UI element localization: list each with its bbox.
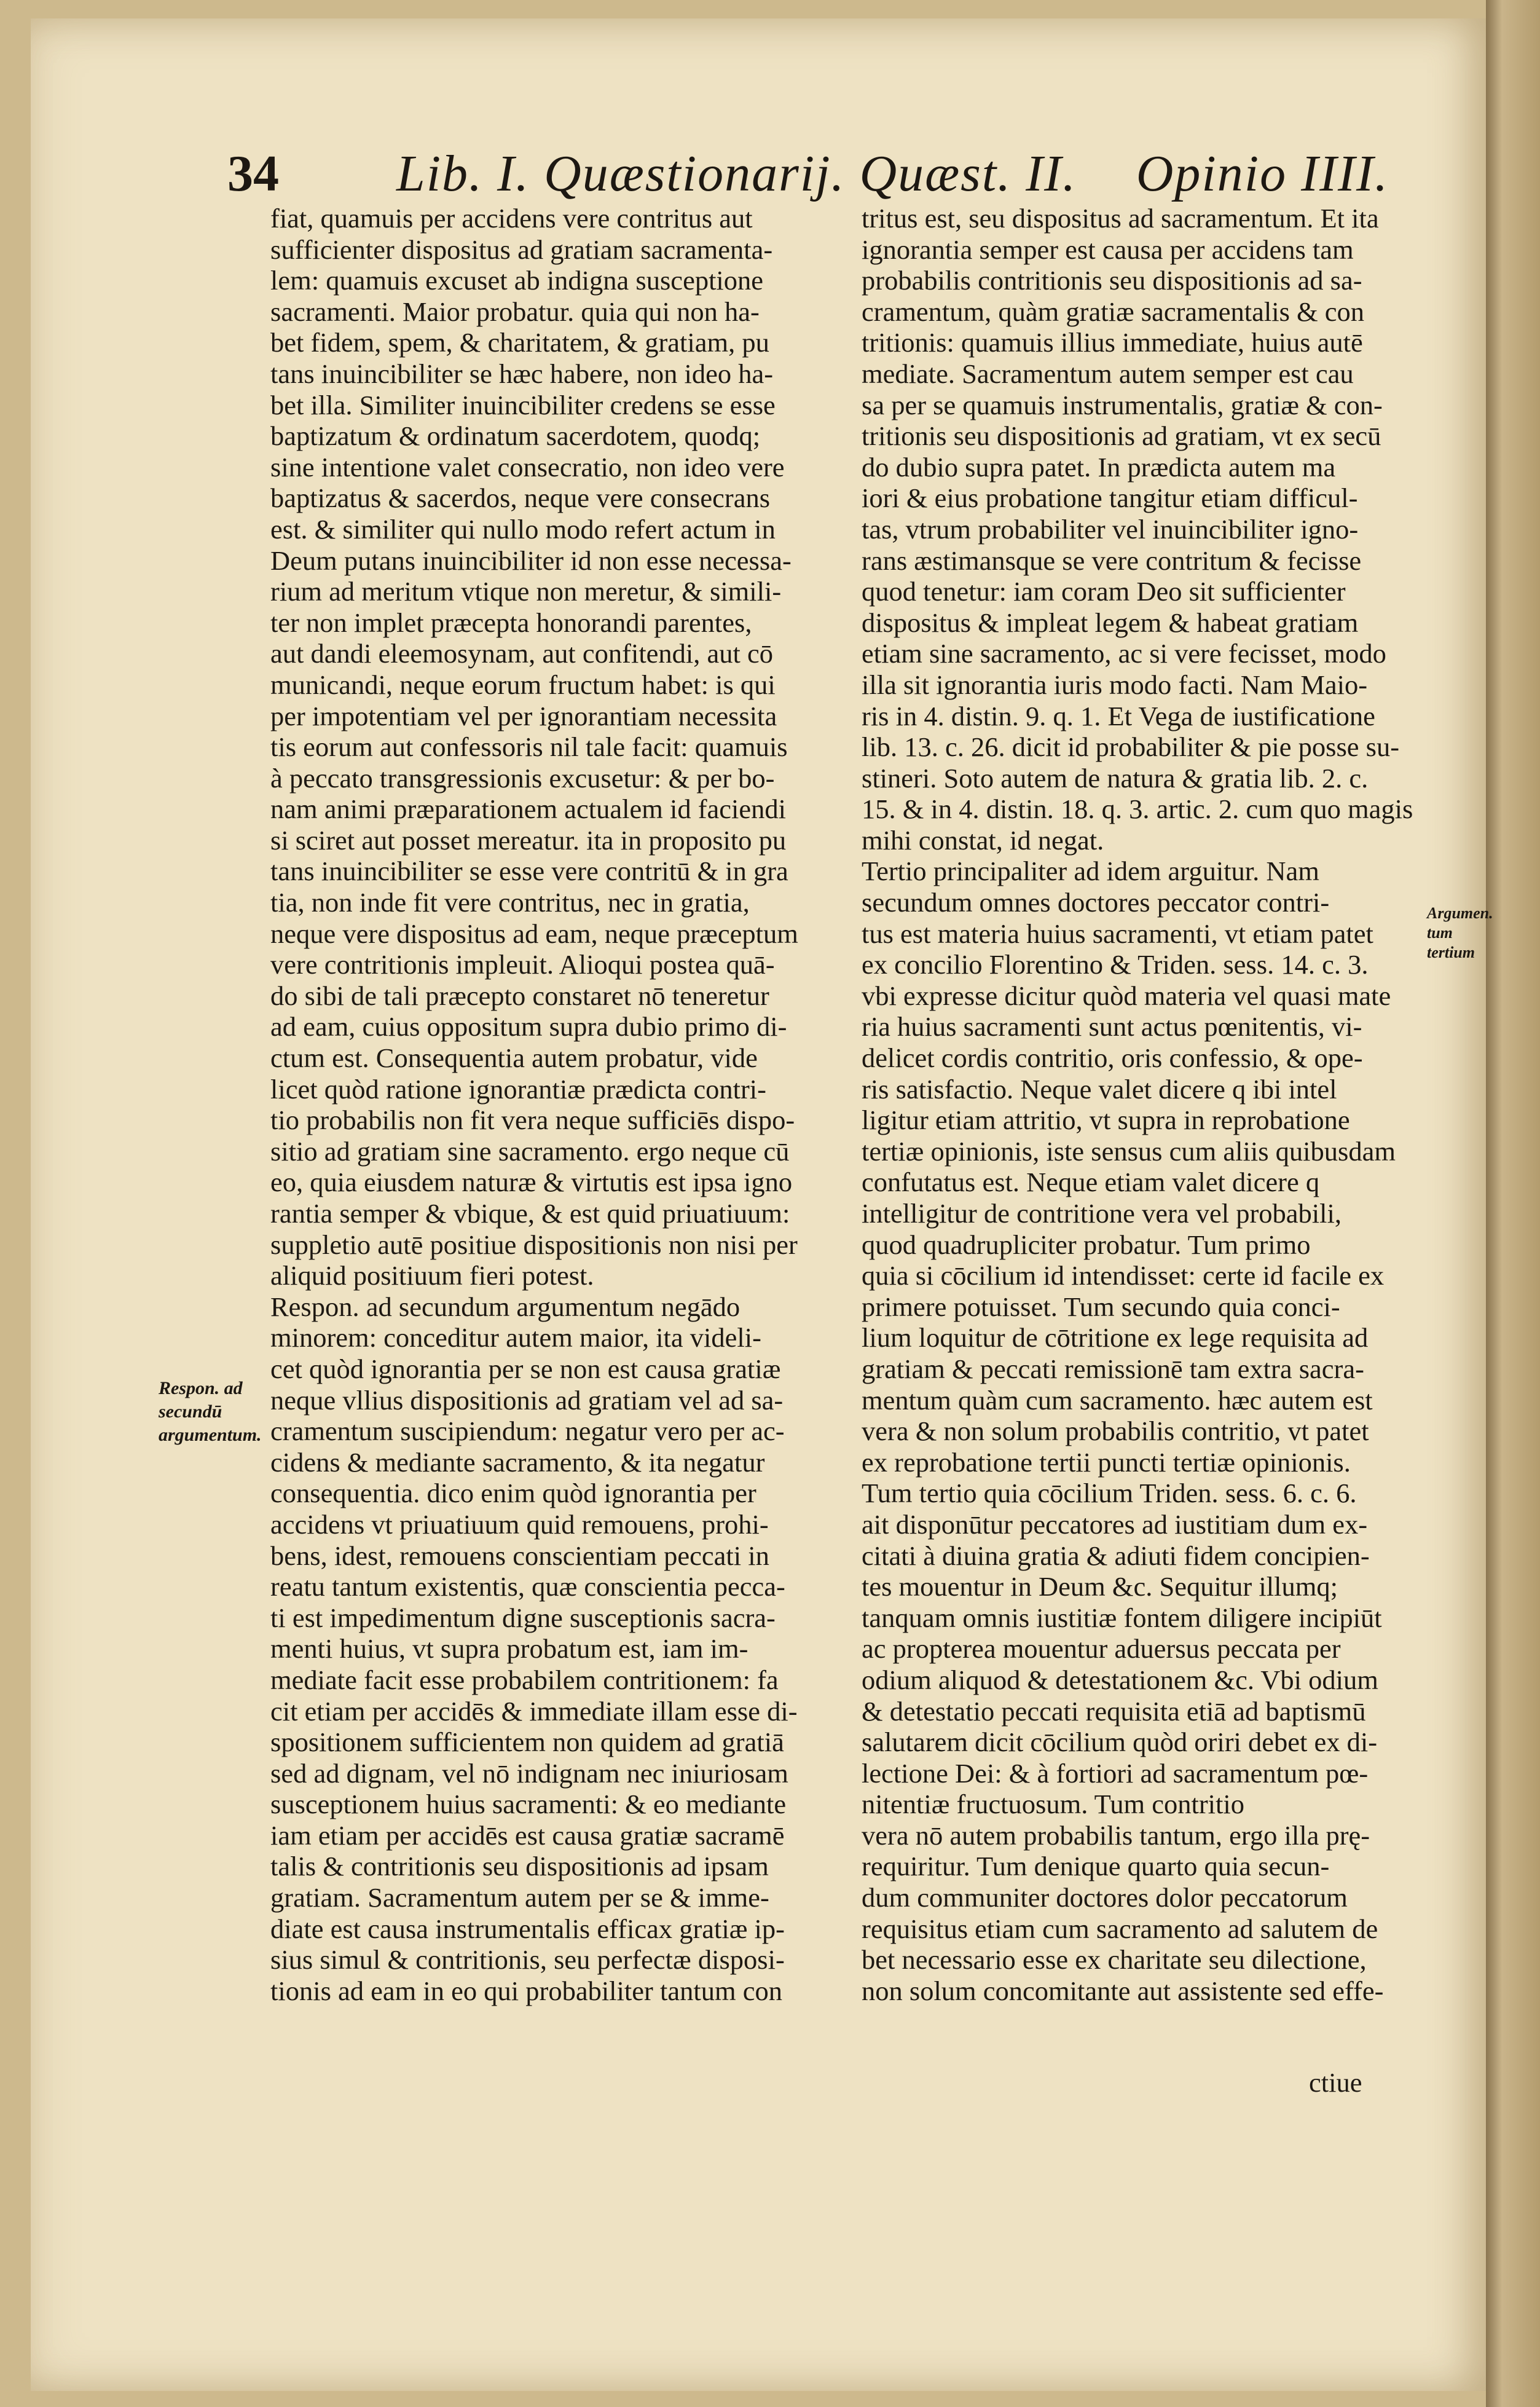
text-line: ad eam, cuius oppositum supra dubio primo di-	[270, 1011, 787, 1042]
text-line: ex concilio Florentino & Triden. sess. 14. c. 3.	[862, 949, 1369, 980]
text-line: citati à diuina gratia & adiuti fidem concipien-	[862, 1540, 1370, 1571]
text-line: vere contritionis impleuit. Alioqui postea quā-	[270, 949, 775, 980]
text-line: neque vere dispositus ad eam, neque præceptum	[270, 918, 798, 949]
adjacent-page-edge	[1486, 0, 1540, 2407]
text-line: illa sit ignorantia iuris modo facti. Nam Maio-	[862, 669, 1368, 700]
text-line: accidens vt priuatiuum quid remouens, prohi-	[270, 1508, 769, 1540]
text-line: mentum quàm cum sacramento. hæc autem est	[862, 1384, 1373, 1416]
text-line: delicet cordis contritio, oris confessio, & ope-	[862, 1042, 1363, 1074]
text-line: odium aliquod & detestationem &c. Vbi odium	[862, 1664, 1378, 1695]
text-line: tis eorum aut confessoris nil tale facit: quamuis	[270, 731, 788, 763]
text-line: vera & non solum probabilis contritio, vt patet	[862, 1416, 1369, 1447]
text-line: nitentiæ fructuosum. Tum contritio	[862, 1789, 1245, 1820]
text-line: municandi, neque eorum fructum habet: is qui	[270, 669, 776, 700]
text-line: bens, idest, remouens conscientiam peccati in	[270, 1540, 769, 1571]
text-line: tans inuincibiliter se esse vere contritū & in gra	[270, 856, 788, 887]
text-line: tans inuincibiliter se hæc habere, non ideo ha-	[270, 358, 774, 389]
catchword: ctiue	[1309, 2067, 1362, 2098]
text-line: ris satisfactio. Neque valet dicere q ibi intel	[862, 1073, 1337, 1105]
text-line: quod tenetur: iam coram Deo sit sufficienter	[862, 576, 1346, 607]
text-line: tritus est, seu dispositus ad sacramentum. Et ita	[862, 203, 1379, 234]
text-line: aut dandi eleemosynam, aut confitendi, aut cō	[270, 638, 774, 669]
text-line: est. & similiter qui nullo modo refert actum in	[270, 513, 776, 545]
text-line: consequentia. dico enim quòd ignorantia per	[270, 1478, 756, 1509]
text-line: mediate. Sacramentum autem semper est cau	[862, 358, 1354, 389]
text-line: aliquid positiuum fieri potest.	[270, 1260, 594, 1291]
text-line: nam animi præparationem actualem id faciendi	[270, 794, 787, 825]
text-line: spositionem sufficientem non quidem ad gratiā	[270, 1727, 784, 1758]
right-text-column	[862, 203, 1433, 2006]
text-line: rium ad meritum vtique non meretur, & simili-	[270, 576, 782, 607]
text-line: talis & contritionis seu dispositionis ad ipsam	[270, 1851, 769, 1882]
text-line: lib. 13. c. 26. dicit id probabiliter & pie posse su-	[862, 731, 1400, 763]
text-line: tanquam omnis iustitiæ fontem diligere incipiūt	[862, 1602, 1382, 1633]
text-line: Tertio principaliter ad idem arguitur. Nam	[862, 856, 1319, 887]
text-line: cramentum, quàm gratiæ sacramentalis & con	[862, 296, 1365, 327]
text-line: tertiæ opinionis, iste sensus cum aliis quibusdam	[862, 1135, 1396, 1167]
text-line: Tum tertio quia cōcilium Triden. sess. 6. c. 6.	[862, 1478, 1357, 1509]
text-line: lectione Dei: & à fortiori ad sacramentum pœ-	[862, 1757, 1369, 1789]
running-title: Lib. I. Quæstionarij. Quæst. II.	[396, 145, 1077, 202]
text-line: Respon. ad secundum argumentum negādo	[270, 1291, 741, 1322]
text-line: ac propterea mouentur aduersus peccata per	[862, 1633, 1341, 1664]
text-line: ter non implet præcepta honorandi parentes,	[270, 607, 752, 638]
text-line: baptizatum & ordinatum sacerdotem, quodq;	[270, 420, 761, 452]
text-line: bet illa. Similiter inuincibiliter credens se esse	[270, 389, 776, 420]
text-line: secundum omnes doctores peccator contri-	[862, 887, 1330, 918]
text-line: gratiam. Sacramentum autem per se & imme-	[270, 1882, 769, 1913]
text-line: quod quadrupliciter probatur. Tum primo	[862, 1229, 1311, 1260]
text-line: rans æstimansque se vere contritum & fecisse	[862, 545, 1362, 576]
text-line: tio probabilis non fit vera neque sufficiēs dispo-	[270, 1105, 795, 1136]
text-line: probabilis contritionis seu dispositionis ad sa-	[862, 265, 1362, 296]
text-line: 15. & in 4. distin. 18. q. 3. artic. 2. cum quo magis	[862, 794, 1413, 825]
text-line: ex reprobatione tertii puncti tertiæ opinionis.	[862, 1446, 1351, 1478]
text-line: lem: quamuis excuset ab indigna susceptione	[270, 265, 764, 296]
text-line: intelligitur de contritione vera vel probabili,	[862, 1198, 1342, 1229]
text-line: dum communiter doctores dolor peccatorum	[862, 1882, 1348, 1913]
text-line: menti huius, vt supra probatum est, iam im-	[270, 1633, 748, 1664]
text-line: à peccato transgressionis excusetur: & per bo-	[270, 762, 775, 794]
text-line: tus est materia huius sacramenti, vt etiam patet	[862, 918, 1373, 949]
text-line: do sibi de tali præcepto constaret nō teneretur	[270, 980, 769, 1011]
text-line: ctum est. Consequentia autem probatur, vide	[270, 1042, 758, 1074]
text-line: baptizatus & sacerdos, neque vere consecrans	[270, 483, 771, 514]
text-line: & detestatio peccati requisita etiā ad baptismū	[862, 1695, 1366, 1727]
text-line: do dubio supra patet. In prædicta autem ma	[862, 451, 1336, 483]
text-line: stineri. Soto autem de natura & gratia lib. 2. c.	[862, 762, 1369, 794]
text-line: sufficienter dispositus ad gratiam sacramenta-	[270, 234, 773, 265]
text-line: sius simul & contritionis, seu perfectæ disposi-	[270, 1944, 785, 1976]
text-line: ris in 4. distin. 9. q. 1. Et Vega de iustificatione	[862, 700, 1375, 731]
text-line: ignorantia semper est causa per accidens tam	[862, 234, 1354, 265]
text-line: tas, vtrum probabiliter vel inuincibiliter igno-	[862, 513, 1359, 545]
text-line: tritionis: quamuis illius immediate, huius autē	[862, 327, 1363, 358]
margin-note-right: Argumen. tum tertium	[1427, 904, 1493, 961]
text-line: cramentum suscipiendum: negatur vero per ac-	[270, 1416, 785, 1447]
text-line: per impotentiam vel per ignorantiam necessita	[270, 700, 777, 731]
text-line: bet necessario esse ex charitate seu dilectione,	[862, 1944, 1367, 1976]
text-line: tia, non inde fit vere contritus, nec in gratia,	[270, 887, 750, 918]
text-line: ligitur etiam attritio, vt supra in reprobatione	[862, 1105, 1350, 1136]
text-line: tionis ad eam in eo qui probabiliter tantum con	[270, 1975, 782, 2006]
text-line: ait disponūtur peccatores ad iustitiam dum ex-	[862, 1508, 1368, 1540]
text-line: sa per se quamuis instrumentalis, gratiæ & con-	[862, 389, 1383, 420]
text-line: neque vllius dispositionis ad gratiam vel ad sa-	[270, 1384, 784, 1416]
text-line: sitio ad gratiam sine sacramento. ergo neque cū	[270, 1135, 790, 1167]
text-line: minorem: conceditur autem maior, ita videli-	[270, 1322, 761, 1353]
text-line: ria huius sacramenti sunt actus pœnitentis, vi-	[862, 1011, 1362, 1042]
margin-note-left: Respon. ad secundū argumentum.	[159, 1378, 262, 1445]
text-line: cet quòd ignorantia per se non est causa gratiæ	[270, 1353, 781, 1384]
text-line: ti est impedimentum digne susceptionis sacra-	[270, 1602, 776, 1633]
text-line: bet fidem, spem, & charitatem, & gratiam, pu	[270, 327, 769, 358]
text-line: si sciret aut posset mereatur. ita in proposito pu	[270, 824, 787, 856]
text-line: sacramenti. Maior probatur. quia qui non ha-	[270, 296, 760, 327]
text-line: cidens & mediante sacramento, & ita negatur	[270, 1446, 765, 1478]
text-line: requisitus etiam cum sacramento ad salutem de	[862, 1913, 1378, 1944]
text-line: vbi expresse dicitur quòd materia vel quasi mate	[862, 980, 1391, 1011]
text-line: Deum putans inuincibiliter id non esse necessa-	[270, 545, 792, 576]
text-line: diate est causa instrumentalis efficax gratiæ ip-	[270, 1913, 785, 1944]
text-line: confutatus est. Neque etiam valet dicere q	[862, 1167, 1320, 1198]
text-line: susceptionem huius sacramenti: & eo mediante	[270, 1789, 787, 1820]
page-header	[227, 140, 1426, 208]
text-line: etiam sine sacramento, ac si vere fecisset, modo	[862, 638, 1386, 669]
text-line: reatu tantum existentis, quæ conscientia pecca-	[270, 1571, 785, 1602]
text-line: mihi constat, id negat.	[862, 824, 1104, 856]
text-line: salutarem dicit cōcilium quòd oriri debet ex di-	[862, 1727, 1378, 1758]
text-line: eo, quia eiusdem naturæ & virtutis est ipsa igno	[270, 1167, 793, 1198]
text-line: tes mouentur in Deum &c. Sequitur illumq;	[862, 1571, 1338, 1602]
text-line: dispositus & impleat legem & habeat gratiam	[862, 607, 1359, 638]
opinio-heading: Opinio IIII.	[1136, 145, 1389, 202]
text-line: iam etiam per accidēs est causa gratiæ sacramē	[270, 1819, 785, 1851]
text-line: fiat, quamuis per accidens vere contritus aut	[270, 203, 753, 234]
text-line: primere potuisset. Tum secundo quia conci-	[862, 1291, 1340, 1322]
text-line: non solum concomitante aut assistente sed effe-	[862, 1975, 1384, 2006]
text-line: iori & eius probatione tangitur etiam difficul-	[862, 483, 1358, 514]
text-line: lium loquitur de cōtritione ex lege requisita ad	[862, 1322, 1369, 1353]
text-line: sed ad dignam, vel nō indignam nec iniuriosam	[270, 1757, 788, 1789]
text-line: cit etiam per accidēs & immediate illam esse di-	[270, 1695, 798, 1727]
folio-number: 34	[227, 145, 279, 202]
text-line: suppletio autē positiue dispositionis non nisi per	[270, 1229, 798, 1260]
text-line: rantia semper & vbique, & est quid priuatiuum:	[270, 1198, 790, 1229]
text-line: vera nō autem probabilis tantum, ergo illa prę-	[862, 1819, 1370, 1851]
text-line: requiritur. Tum denique quarto quia secun-	[862, 1851, 1330, 1882]
text-line: quia si cōcilium id intendisset: certe id facile ex	[862, 1260, 1385, 1291]
left-text-column	[270, 203, 842, 2006]
text-line: sine intentione valet consecratio, non ideo vere	[270, 451, 785, 483]
text-line: licet quòd ratione ignorantiæ prædicta contri-	[270, 1073, 766, 1105]
text-line: mediate facit esse probabilem contritionem: fa	[270, 1664, 779, 1695]
text-line: tritionis seu dispositionis ad gratiam, vt ex secū	[862, 420, 1381, 452]
text-line: gratiam & peccati remissionē tam extra sacra-	[862, 1353, 1364, 1384]
